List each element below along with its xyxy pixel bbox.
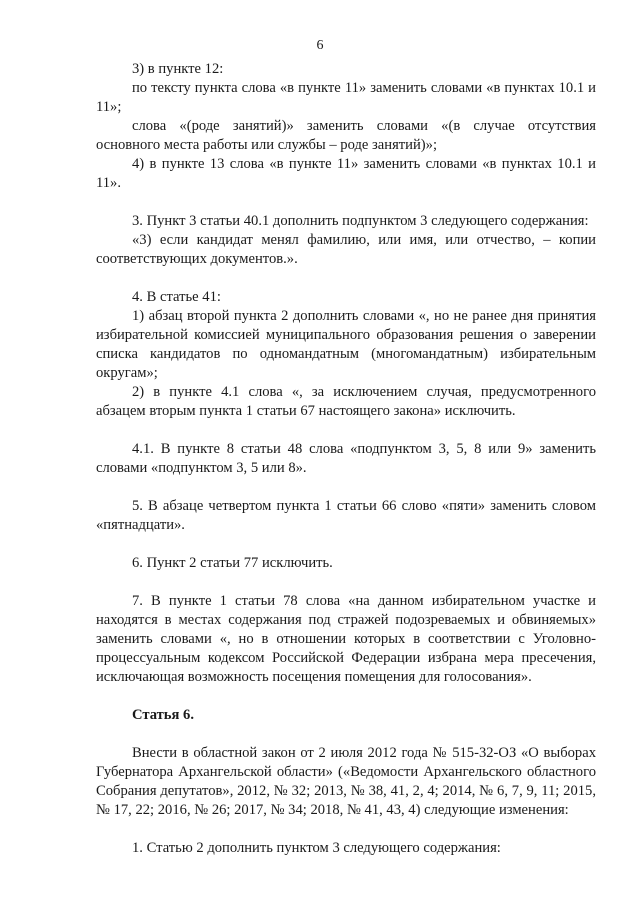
- paragraph: по тексту пункта слова «в пункте 11» заменить словами «в пунктах 10.1 и 11»;: [96, 80, 596, 115]
- paragraph: 4.1. В пункте 8 статьи 48 слова «подпунктом 3, 5, 8 или 9» заменить словами «подпунктом 3, 5 или 8».: [96, 441, 596, 476]
- paragraph: 1) абзац второй пункта 2 дополнить словами «, но не ранее дня принятия избирательной комиссией муниципального образования решения о заверении списка кандидатов по одномандатным (многомандатным) избирательным округам»;: [96, 308, 596, 381]
- spacer: [96, 478, 596, 497]
- paragraph: 4. В статье 41:: [132, 289, 221, 305]
- spacer: [96, 535, 596, 554]
- paragraph: «3) если кандидат менял фамилию, или имя, или отчество, – копии соответствующих документов.».: [96, 232, 596, 267]
- paragraph: 3. Пункт 3 статьи 40.1 дополнить подпунктом 3 следующего содержания:: [132, 213, 589, 229]
- spacer: [96, 269, 596, 288]
- spacer: [96, 421, 596, 440]
- spacer: [96, 573, 596, 592]
- paragraph: Внести в областной закон от 2 июля 2012 года № 515-32-ОЗ «О выборах Губернатора Архангельской области» («Ведомости Архангельского областного Собрания депутатов», 2012, № 32; 2013, № 38, 41, 2, 4; 2014, № 6, 7, 9, 11; 2015, № 17, 22; 2016, № 26; 2017, № 34; 2018, № 41, 43, 4) следующие изменения:: [96, 745, 596, 818]
- paragraph: 5. В абзаце четвертом пункта 1 статьи 66 слово «пяти» заменить словом «пятнадцати».: [96, 498, 596, 533]
- article-heading: Статья 6.: [132, 707, 194, 723]
- spacer: [96, 820, 596, 839]
- spacer: [96, 725, 596, 744]
- paragraph: 4) в пункте 13 слова «в пункте 11» заменить словами «в пунктах 10.1 и 11».: [96, 156, 596, 191]
- spacer: [96, 193, 596, 212]
- paragraph: 1. Статью 2 дополнить пунктом 3 следующего содержания:: [132, 840, 501, 856]
- paragraph: 6. Пункт 2 статьи 77 исключить.: [132, 555, 333, 571]
- paragraph: 3) в пункте 12:: [132, 61, 224, 77]
- spacer: [96, 687, 596, 706]
- document-body: [96, 60, 596, 858]
- paragraph: слова «(роде занятий)» заменить словами «(в случае отсутствия основного места работы или службы – роде занятий)»;: [96, 118, 596, 153]
- paragraph: 7. В пункте 1 статьи 78 слова «на данном избирательном участке и находятся в местах содержания под стражей подозреваемых и обвиняемых» заменить словами «, но в отношении которых в соответствии с Уголовно-процессуальным кодексом Российской Федерации избрана мера пресечения, исключающая возможность посещения помещения для голосования».: [96, 593, 596, 685]
- paragraph: 2) в пункте 4.1 слова «, за исключением случая, предусмотренного абзацем вторым пункта 1 статьи 67 настоящего закона» исключить.: [96, 384, 596, 419]
- page-number: 6: [316, 38, 324, 53]
